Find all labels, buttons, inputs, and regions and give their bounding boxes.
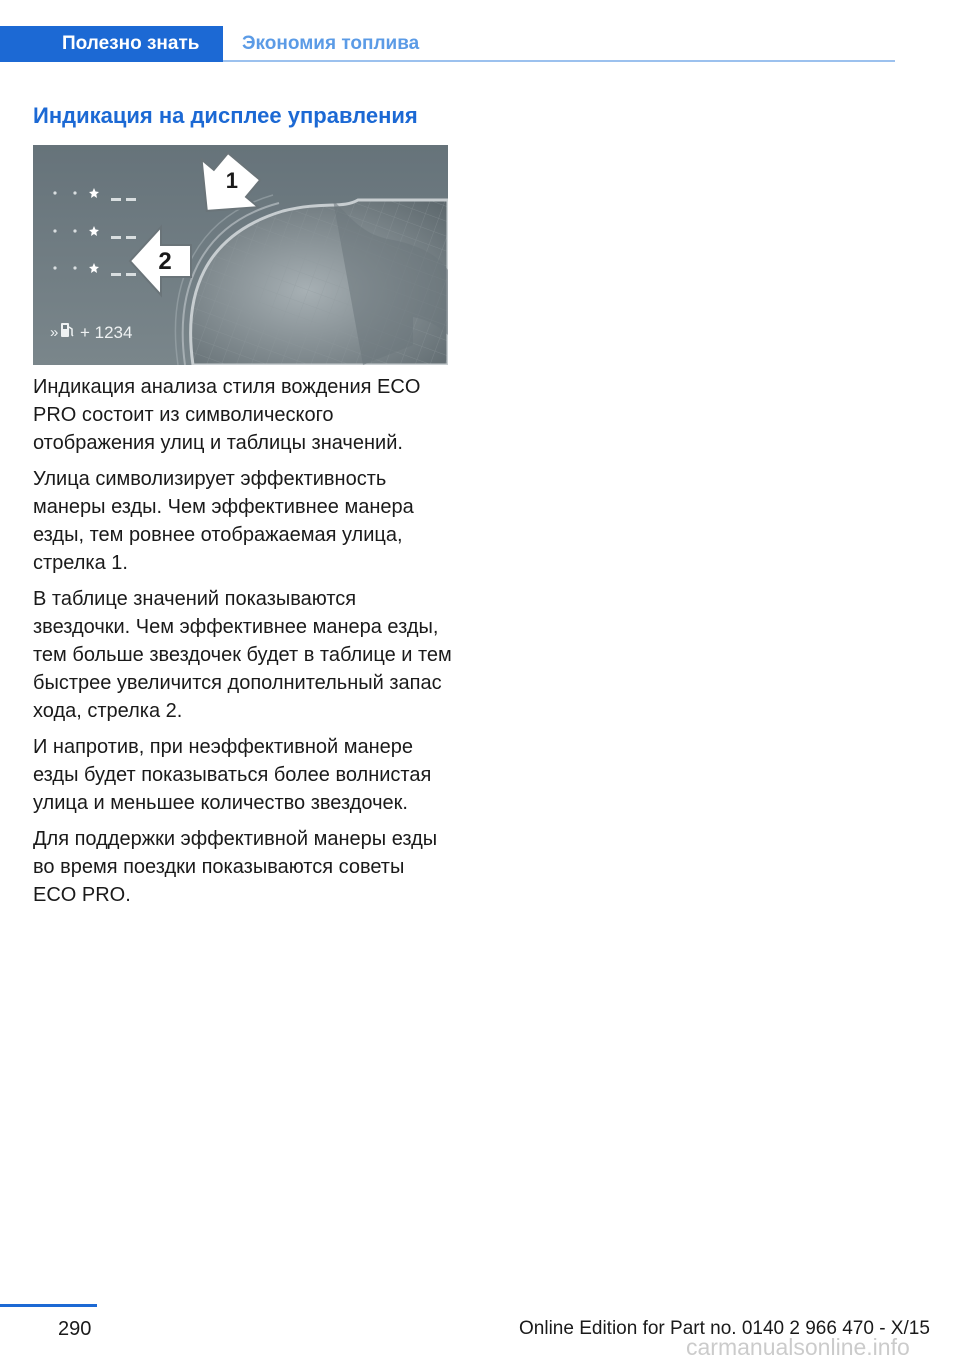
tab-useful-info[interactable] (0, 26, 223, 62)
paragraph-3: В таблице значений показываются звездочки. Чем эффективнее манера езды, тем больше звездочек будет в таблице и тем быстрее увеличится дополнительный запас хода, стрелка 2. (33, 588, 452, 722)
tab-underline (223, 60, 895, 62)
tab-fuel-economy-label: Экономия топлива (242, 33, 420, 54)
page-number: 290 (58, 1318, 92, 1340)
footer-accent-line (0, 1304, 97, 1307)
tab-fuel-economy[interactable] (242, 26, 419, 62)
watermark: carmanualsonline.info (686, 1334, 910, 1360)
tab-useful-info-label: Полезно знать (62, 33, 200, 54)
range-readout-value: + 1234 (80, 323, 133, 342)
body-text (33, 373, 453, 917)
paragraph-4: И напротив, при неэффективной манере езды будет показываться более волнистая улица и меньшее количество звездочек. (33, 736, 432, 814)
callout-arrow-2-label: 2 (158, 248, 172, 275)
paragraph-1: Индикация анализа стиля вождения ECO PRO состоит из символического отображения улиц и таблицы значений. (33, 376, 421, 454)
svg-text:»: » (50, 324, 59, 341)
paragraph-5: Для поддержки эффективной манеры езды во время поездки показываются советы ECO PRO. (33, 828, 438, 906)
edition-note: Online Edition for Part no. 0140 2 966 470 - X/15 (519, 1318, 930, 1339)
paragraph-2: Улица символизирует эффективность манеры езды. Чем эффективнее манера езды, тем ровнее отображаемая улица, стрелка 1. (33, 468, 414, 574)
control-display-illustration (33, 145, 448, 365)
callout-arrow-1-label: 1 (225, 168, 238, 194)
section-heading: Индикация на дисплее управления (33, 103, 418, 128)
header-tabbar (0, 26, 895, 62)
